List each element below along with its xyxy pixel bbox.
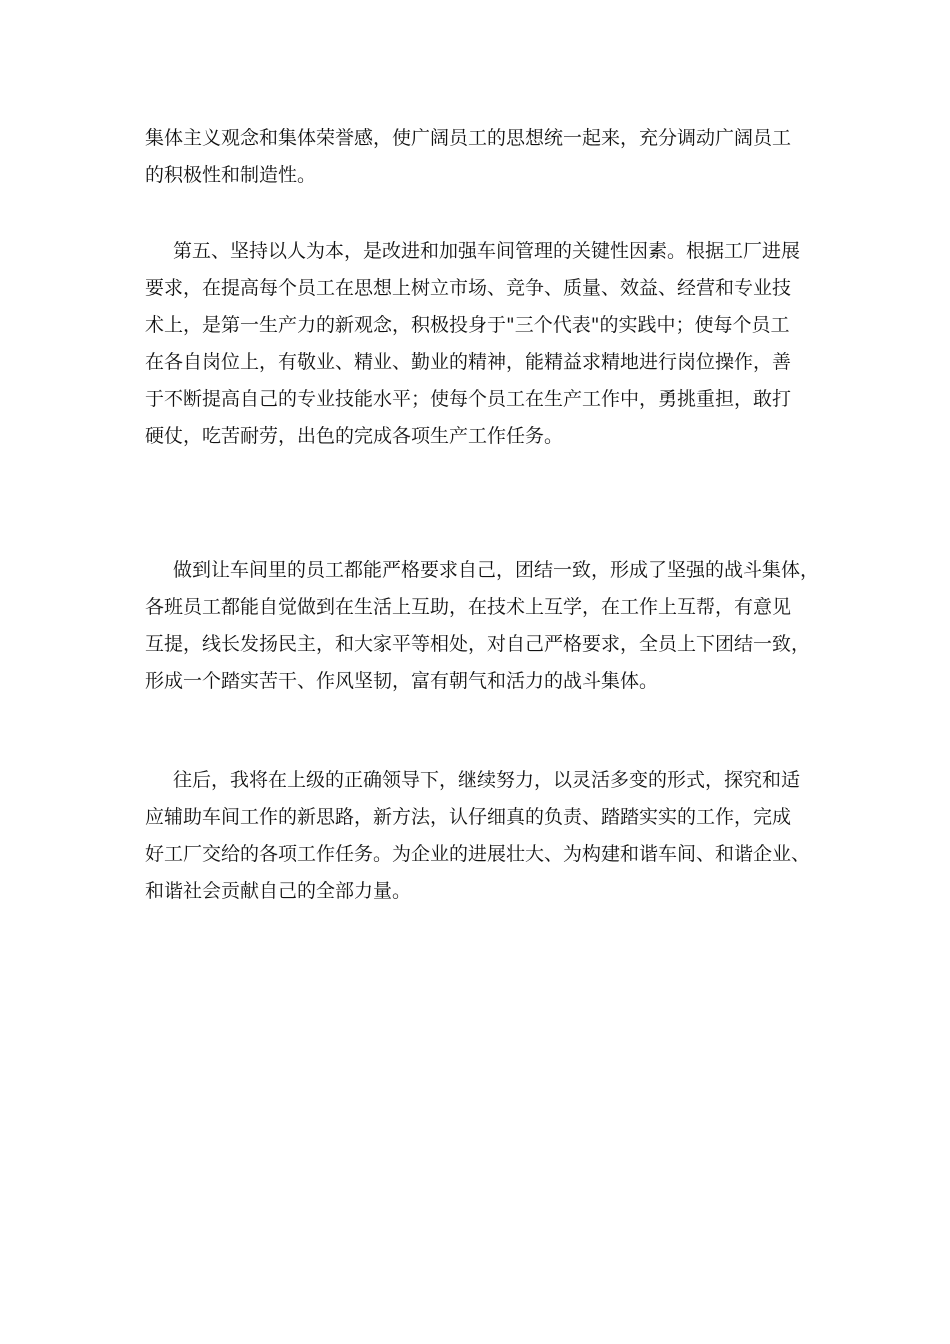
paragraph-line: 的积极性和制造性。 (145, 164, 317, 186)
paragraph-line: 好工厂交给的各项工作任务。为企业的进展壮大、为构建和谐车间、和谐企业、 (145, 843, 811, 865)
paragraph-line: 集体主义观念和集体荣誉感，使广阔员工的思想统一起来，充分调动广阔员工 (145, 127, 792, 149)
paragraph-3 (145, 552, 825, 700)
paragraph-line: 各班员工都能自觉做到在生活上互助，在技术上互学，在工作上互帮，有意见 (145, 596, 792, 618)
paragraph-line: 往后，我将在上级的正确领导下，继续努力，以灵活多变的形式，探究和适 (173, 769, 801, 791)
paragraph-line: 形成一个踏实苦干、作风坚韧，富有朝气和活力的战斗集体。 (145, 670, 659, 692)
paragraph-line: 做到让车间里的员工都能严格要求自己，团结一致，形成了坚强的战斗集体， (173, 559, 820, 581)
paragraph-line: 应辅助车间工作的新思路，新方法，认仔细真的负责、踏踏实实的工作，完成 (145, 806, 792, 828)
paragraph-2 (145, 233, 825, 455)
paragraph-line: 互提，线长发扬民主，和大家平等相处，对自己严格要求，全员上下团结一致， (145, 633, 811, 655)
paragraph-line: 术上，是第一生产力的新观念，积极投身于"三个代表"的实践中；使每个员工 (145, 314, 790, 336)
paragraph-1 (145, 120, 825, 194)
paragraph-line: 和谐社会贡献自己的全部力量。 (145, 880, 412, 902)
paragraph-line: 于不断提高自己的专业技能水平；使每个员工在生产工作中，勇挑重担，敢打 (145, 388, 792, 410)
paragraph-line: 硬仗，吃苦耐劳，出色的完成各项生产工作任务。 (145, 425, 564, 447)
paragraph-line: 在各自岗位上，有敬业、精业、勤业的精神，能精益求精地进行岗位操作，善 (145, 351, 792, 373)
paragraph-4 (145, 762, 825, 910)
paragraph-line: 要求，在提高每个员工在思想上树立市场、竞争、质量、效益、经营和专业技 (145, 277, 792, 299)
paragraph-line: 第五、坚持以人为本，是改进和加强车间管理的关键性因素。根据工厂进展 (173, 240, 801, 262)
